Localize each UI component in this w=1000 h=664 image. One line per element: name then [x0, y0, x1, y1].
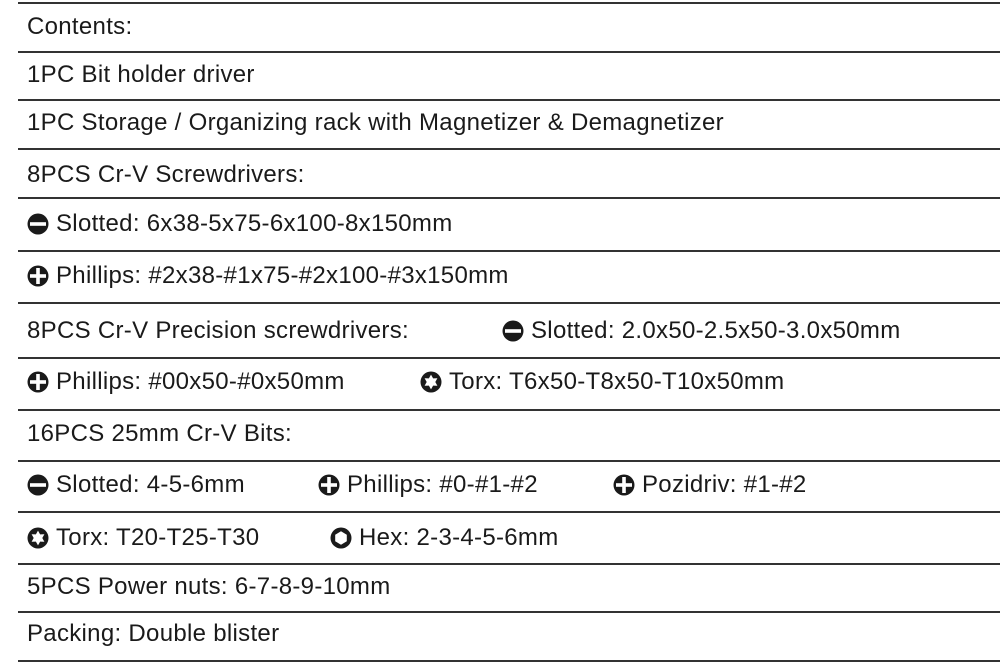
row-item	[27, 210, 452, 238]
row-text: Phillips: #2x38-#1x75-#2x100-#3x150mm	[56, 262, 509, 289]
table-row	[18, 208, 1000, 240]
row-item	[502, 317, 901, 345]
hex-icon	[330, 527, 352, 549]
row-divider	[18, 2, 1000, 4]
row-text: Pozidriv: #1-#2	[642, 471, 807, 498]
row-item	[27, 13, 132, 41]
row-text: 8PCS Cr-V Screwdrivers:	[27, 161, 305, 188]
row-divider	[18, 250, 1000, 252]
row-divider	[18, 51, 1000, 53]
table-row	[18, 315, 1000, 347]
phillips-icon	[27, 371, 49, 393]
table-row	[18, 522, 1000, 554]
row-item	[27, 420, 292, 448]
row-text: Slotted: 4-5-6mm	[56, 471, 245, 498]
phillips-icon	[318, 474, 340, 496]
table-row	[18, 260, 1000, 292]
row-text: Contents:	[27, 13, 133, 40]
row-divider	[18, 409, 1000, 411]
row-divider	[18, 148, 1000, 150]
row-text: 8PCS Cr-V Precision screwdrivers:	[27, 317, 409, 344]
row-divider	[18, 99, 1000, 101]
table-row	[18, 59, 1000, 91]
row-item	[27, 368, 345, 396]
row-text: Packing: Double blister	[27, 620, 280, 647]
phillips-icon	[27, 265, 49, 287]
table-row	[18, 159, 1000, 191]
row-item	[27, 573, 391, 601]
row-divider	[18, 302, 1000, 304]
slotted-icon	[27, 213, 49, 235]
row-text: Hex: 2-3-4-5-6mm	[359, 524, 559, 551]
row-text: Torx: T6x50-T8x50-T10x50mm	[449, 368, 785, 395]
row-text: 5PCS Power nuts: 6-7-8-9-10mm	[27, 573, 391, 600]
torx-icon	[420, 371, 442, 393]
row-item	[27, 161, 305, 189]
table-row	[18, 107, 1000, 139]
row-item	[27, 262, 509, 290]
row-divider	[18, 660, 1000, 662]
row-text: 1PC Bit holder driver	[27, 61, 255, 88]
table-row	[18, 366, 1000, 398]
slotted-icon	[502, 320, 524, 342]
row-item	[27, 620, 279, 648]
row-divider	[18, 357, 1000, 359]
table-row	[18, 11, 1000, 43]
row-item	[613, 471, 807, 499]
row-item	[420, 368, 784, 396]
row-item	[27, 524, 259, 552]
row-item	[27, 109, 724, 137]
row-text: Torx: T20-T25-T30	[56, 524, 260, 551]
torx-icon	[27, 527, 49, 549]
row-divider	[18, 197, 1000, 199]
slotted-icon	[27, 474, 49, 496]
table-row	[18, 469, 1000, 501]
table-row	[18, 571, 1000, 603]
row-text: 16PCS 25mm Cr-V Bits:	[27, 420, 293, 447]
row-divider	[18, 460, 1000, 462]
row-divider	[18, 611, 1000, 613]
pozidriv-icon	[613, 474, 635, 496]
row-item	[318, 471, 538, 499]
row-item	[330, 524, 559, 552]
row-text: Phillips: #00x50-#0x50mm	[56, 368, 345, 395]
row-item	[27, 61, 255, 89]
row-text: Slotted: 6x38-5x75-6x100-8x150mm	[56, 210, 453, 237]
row-divider	[18, 511, 1000, 513]
row-item	[27, 317, 409, 345]
row-text: Phillips: #0-#1-#2	[347, 471, 538, 498]
table-row	[18, 418, 1000, 450]
table-row	[18, 618, 1000, 650]
row-text: 1PC Storage / Organizing rack with Magnetizer & Demagnetizer	[27, 109, 724, 136]
row-item	[27, 471, 245, 499]
row-text: Slotted: 2.0x50-2.5x50-3.0x50mm	[531, 317, 901, 344]
row-divider	[18, 563, 1000, 565]
